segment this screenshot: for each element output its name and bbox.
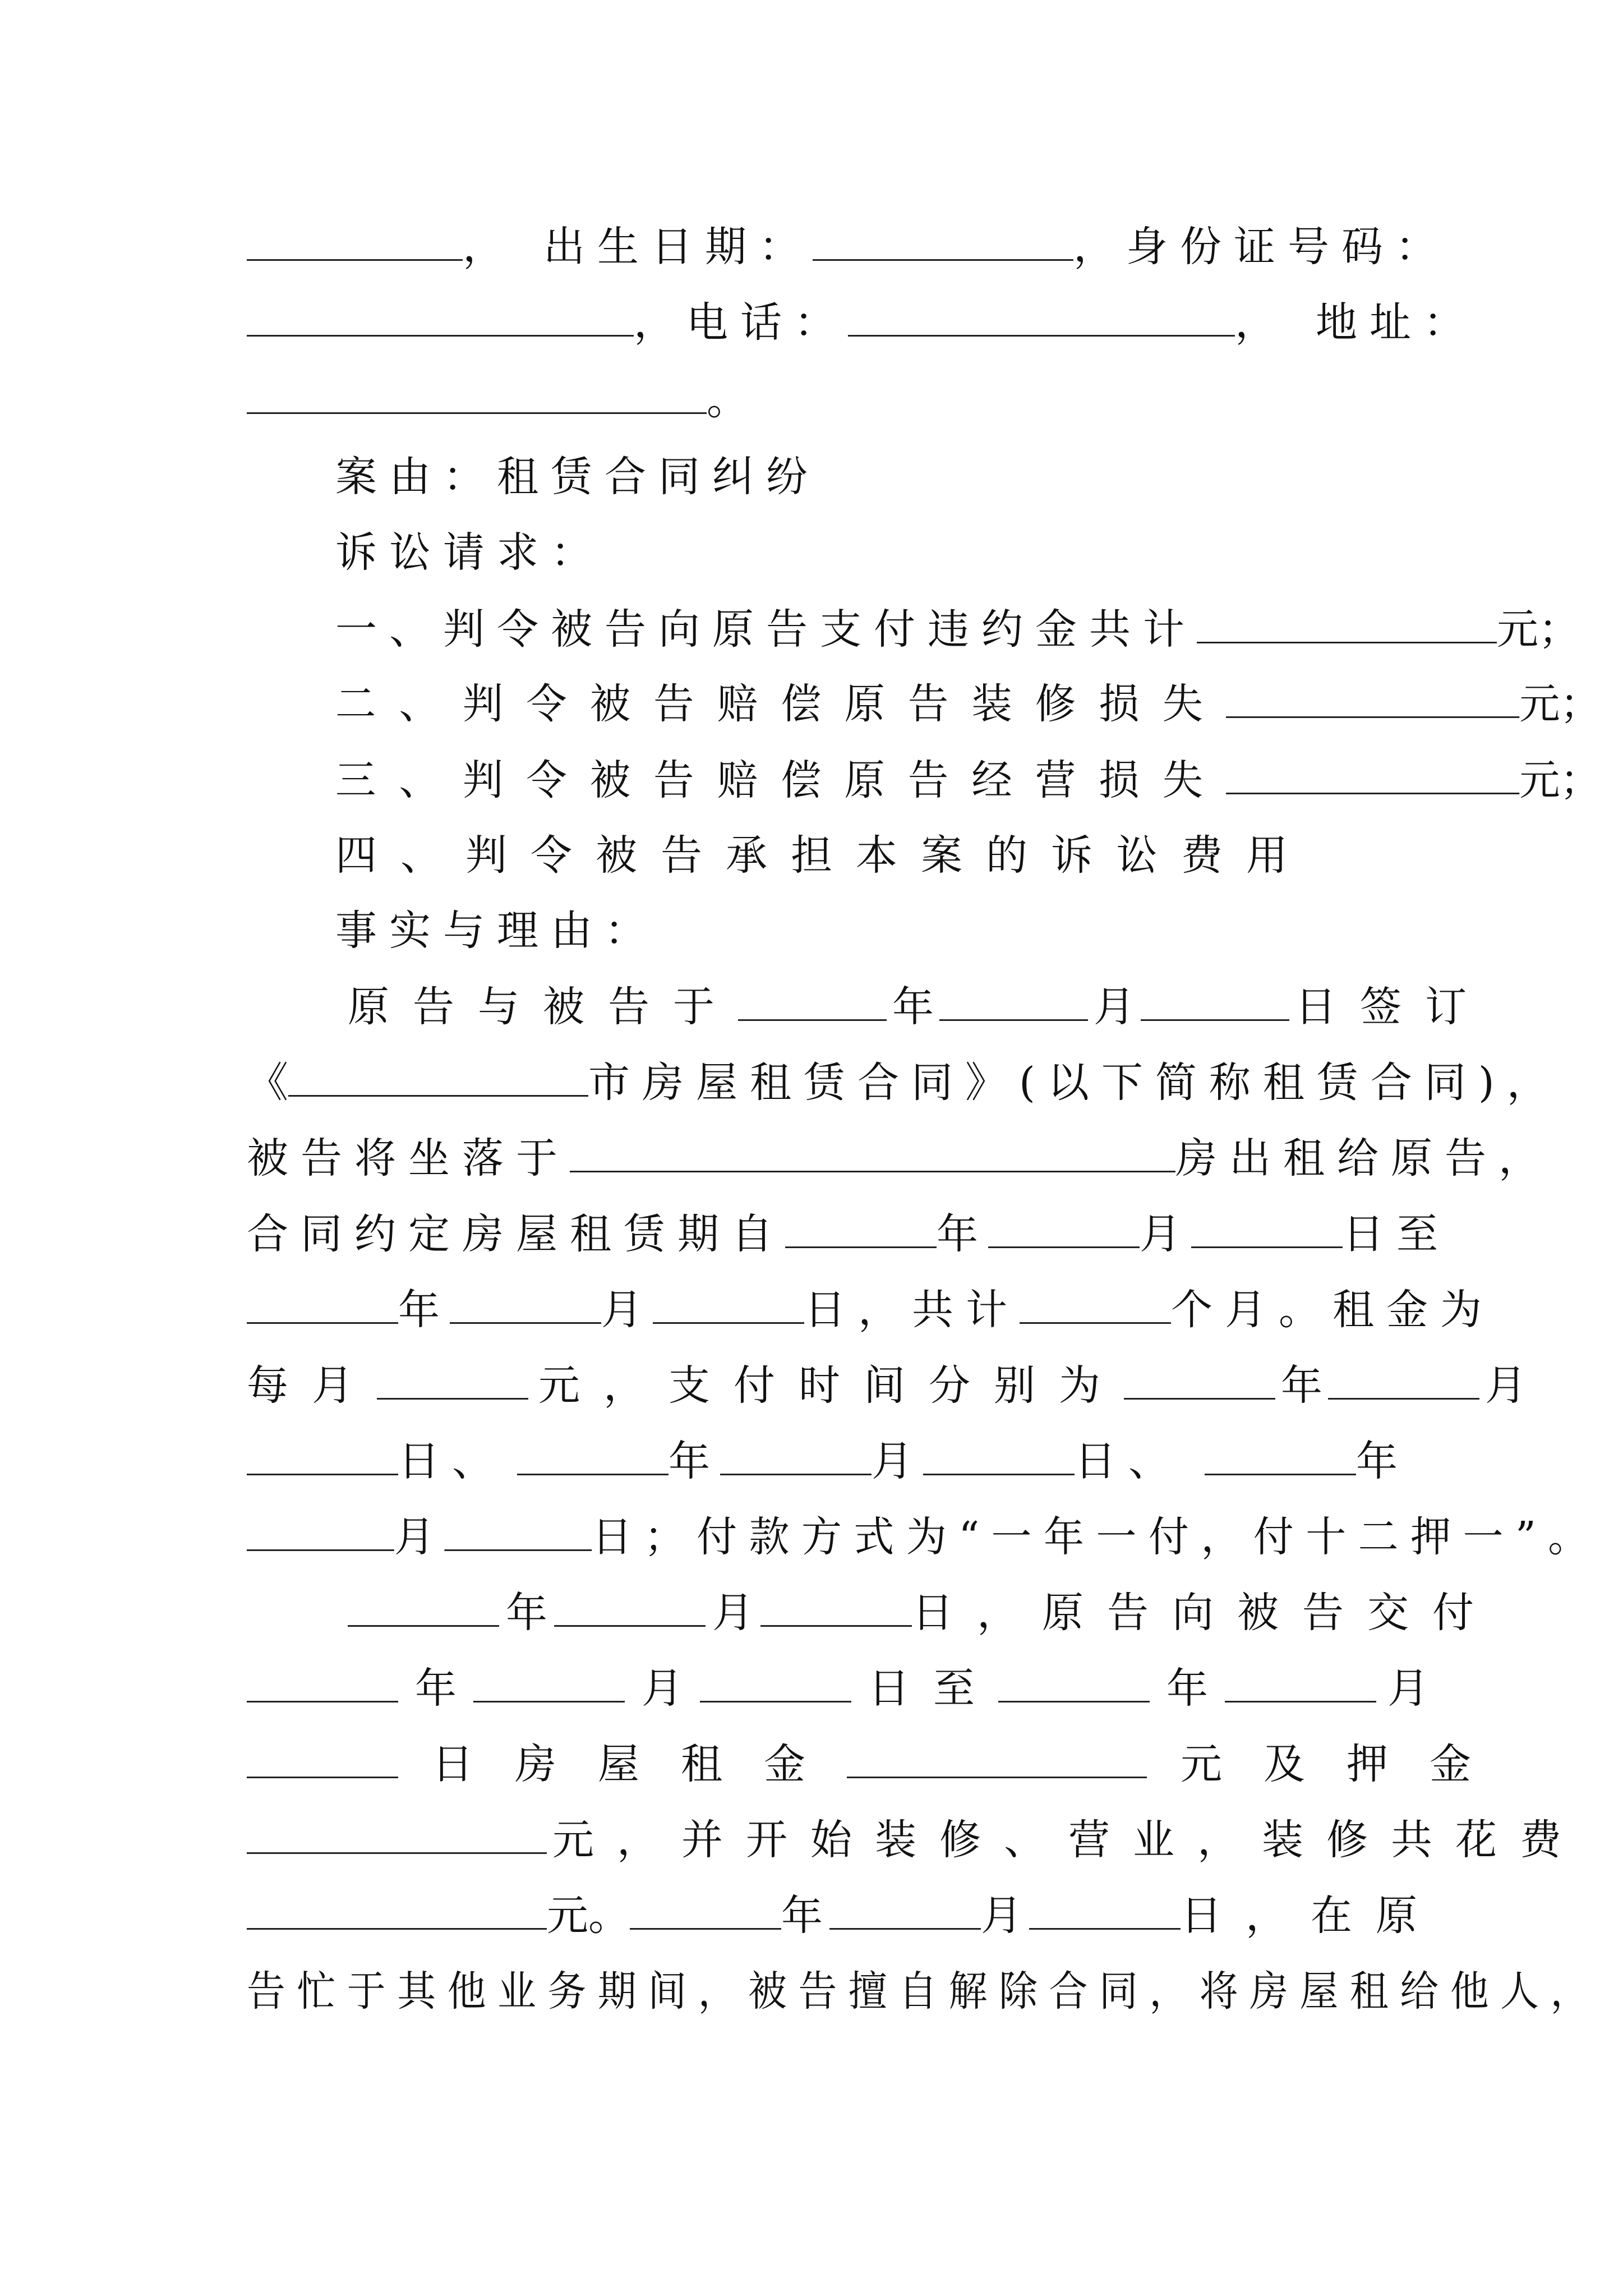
birth-date-label: 出生日期： bbox=[543, 223, 813, 271]
claim-unit: 元； bbox=[1519, 680, 1601, 728]
facts-line-13: 元。 年 月 日，在原 bbox=[247, 1885, 1441, 1947]
year-blank bbox=[348, 1625, 499, 1627]
month-blank bbox=[554, 1625, 706, 1627]
rent-amount-blank bbox=[847, 1777, 1147, 1778]
day-blank bbox=[1191, 1246, 1343, 1248]
year-blank bbox=[247, 1701, 398, 1703]
comma: ， bbox=[463, 223, 504, 271]
facts-heading: 事实与理由： bbox=[335, 907, 658, 955]
facts-line-1: 原告与被告于 年 月 日签订 bbox=[348, 983, 1490, 1031]
day-blank bbox=[247, 1777, 398, 1778]
facts-line-9: 年 月 日，原告向被告交付 bbox=[348, 1582, 1497, 1644]
month-blank bbox=[829, 1928, 981, 1930]
day-blank bbox=[760, 1625, 912, 1627]
claim-unit: 元； bbox=[1497, 605, 1580, 654]
day-blank bbox=[700, 1701, 851, 1703]
month-blank bbox=[1328, 1398, 1479, 1400]
year-blank bbox=[247, 1322, 398, 1324]
day-blank bbox=[653, 1322, 804, 1324]
month-blank bbox=[988, 1246, 1140, 1248]
year-blank bbox=[998, 1701, 1150, 1703]
month-blank bbox=[450, 1322, 601, 1324]
phone-label: 电话： bbox=[686, 298, 848, 347]
facts-line-6: 每月 元，支付时间分别为 年 月 bbox=[247, 1361, 1527, 1410]
year-blank bbox=[1124, 1398, 1275, 1400]
day-blank bbox=[923, 1474, 1075, 1475]
claims-heading: 诉讼请求： bbox=[335, 528, 605, 577]
month-blank bbox=[720, 1474, 872, 1475]
facts-line-2: 《 市房屋租赁合同》(以下简称租赁合同)， bbox=[247, 1059, 1561, 1107]
rent-blank bbox=[377, 1398, 528, 1400]
phone-blank bbox=[848, 335, 1235, 337]
day-blank bbox=[1141, 1019, 1289, 1021]
claim-text: 三、判令被告赔偿原告经营损失 bbox=[335, 756, 1227, 804]
party-line-2 bbox=[247, 292, 1477, 353]
deposit-blank bbox=[247, 1852, 547, 1854]
year-blank bbox=[785, 1246, 937, 1248]
facts-line-4: 合同约定房屋租赁期自 年 月 日至 bbox=[247, 1210, 1450, 1258]
facts-line-8: 月 日；付款方式为“一年一付，付十二押一”。 bbox=[247, 1506, 1601, 1568]
address-blank bbox=[247, 412, 707, 414]
amount-blank bbox=[1226, 793, 1519, 794]
id-number-label: 身份证号码： bbox=[1126, 223, 1449, 271]
month-blank bbox=[939, 1019, 1088, 1021]
facts-line-5: 年 月 日，共计 个月。租金为 bbox=[247, 1279, 1494, 1341]
facts-line-12: 元，并开始装修、营业，装修共花费 bbox=[247, 1809, 1584, 1871]
claim-item bbox=[335, 599, 1580, 660]
day-blank bbox=[1029, 1928, 1181, 1930]
address-label: 地址： bbox=[1316, 298, 1477, 347]
location-blank bbox=[570, 1171, 1175, 1172]
name-blank bbox=[247, 259, 463, 261]
facts-line-11: 日房屋租金 元及押金 bbox=[247, 1733, 1513, 1795]
claim-text: 二、判令被告赔偿原告装修损失 bbox=[335, 680, 1227, 728]
party-line-3 bbox=[247, 369, 748, 431]
day-blank bbox=[247, 1474, 398, 1475]
year-blank bbox=[738, 1019, 887, 1021]
claim-item bbox=[335, 749, 1601, 811]
case-cause: 案由：租赁合同纠纷 bbox=[335, 453, 820, 501]
comma: ， bbox=[1235, 298, 1276, 347]
month-blank bbox=[247, 1549, 394, 1551]
comma: ， bbox=[634, 298, 675, 347]
amount-blank bbox=[1197, 642, 1497, 643]
city-blank bbox=[288, 1095, 588, 1097]
day-blank bbox=[444, 1549, 592, 1551]
birth-date-blank bbox=[813, 259, 1073, 261]
facts-line-14: 告忙于其他业务期间，被告擅自解除合同，将房屋租给他人， bbox=[247, 1967, 1601, 2016]
claim-item bbox=[335, 825, 1311, 886]
id-number-blank bbox=[247, 335, 634, 337]
month-blank bbox=[1225, 1701, 1376, 1703]
comma: ， bbox=[1073, 223, 1115, 271]
decoration-cost-blank bbox=[247, 1928, 547, 1930]
month-blank bbox=[473, 1701, 625, 1703]
year-blank bbox=[1205, 1474, 1356, 1475]
period: 。 bbox=[707, 376, 748, 424]
claim-unit: 元； bbox=[1519, 756, 1601, 804]
claim-item bbox=[335, 673, 1601, 735]
facts-line-3: 被告将坐落于 房出租给原告， bbox=[247, 1134, 1552, 1182]
facts-line-10: 年 月 日至 年 月 bbox=[247, 1658, 1429, 1719]
claim-text: 四、判令被告承担本案的诉讼费用 bbox=[335, 831, 1311, 880]
amount-blank bbox=[1226, 716, 1519, 718]
year-blank bbox=[630, 1928, 781, 1930]
facts-line-7: 日、 年 月 日、 年 bbox=[247, 1430, 1398, 1492]
months-count-blank bbox=[1020, 1322, 1171, 1324]
claim-text: 一、判令被告向原告支付违约金共计 bbox=[335, 605, 1197, 654]
party-line-1 bbox=[247, 216, 1449, 278]
year-blank bbox=[517, 1474, 668, 1475]
